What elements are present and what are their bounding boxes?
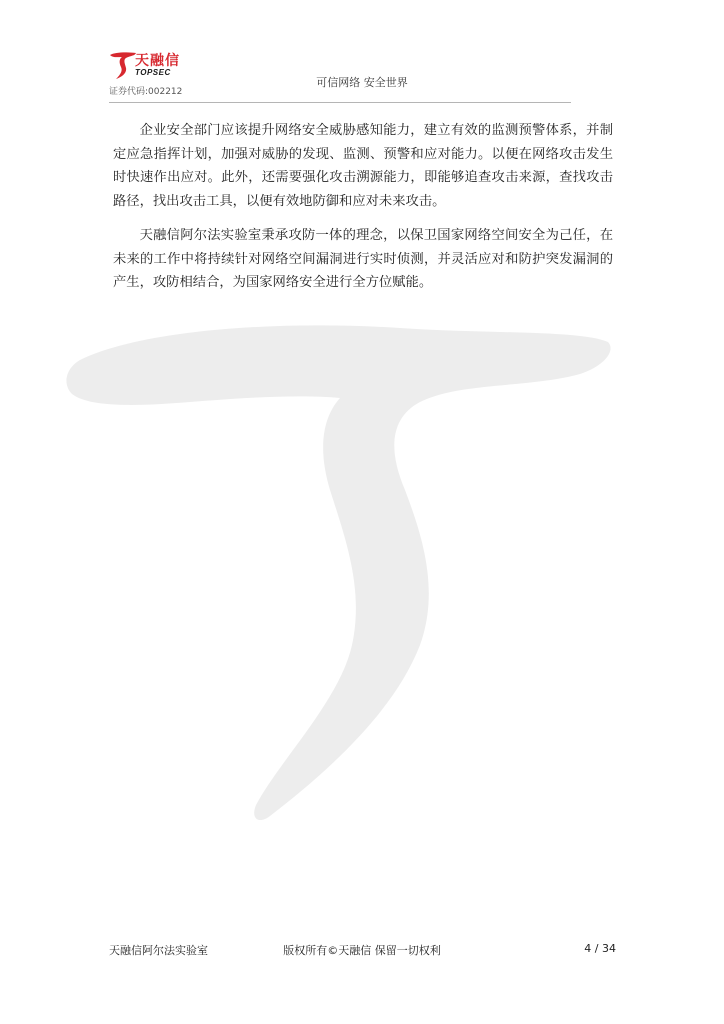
brand-name-cn: 天融信 [135,53,180,69]
paragraph-2: 天融信阿尔法实验室秉承攻防一体的理念，以保卫国家网络空间安全为己任，在未来的工作中将持续针对网络空间漏洞进行实时侦测，并灵活应对和防护突发漏洞的产生，攻防相结合，为国家网络安全进行全方位赋能。 [113,228,613,290]
header-slogan: 可信网络 安全世界 [316,76,408,89]
header-divider [109,102,571,103]
topsec-s-watermark [60,290,620,830]
footer-page-number: 4 / 34 [584,942,616,955]
footer-copyright: 版权所有©天融信 保留一切权利 [283,944,441,957]
stock-code: 证券代码:002212 [109,87,183,97]
document-body [113,119,613,306]
paragraph-1: 企业安全部门应该提升网络安全威胁感知能力，建立有效的监测预警体系，并制定应急指挥计划，加强对威胁的发现、监测、预警和应对能力。以便在网络攻击发生时快速作出应对。此外，还需要强化攻击溯源能力，即能够追查攻击来源，查找攻击路径，找出攻击工具，以便有效地防御和应对未来攻击。 [113,123,613,209]
brand-name-en: TOPSEC [135,68,171,77]
footer-lab-name: 天融信阿尔法实验室 [109,944,208,957]
